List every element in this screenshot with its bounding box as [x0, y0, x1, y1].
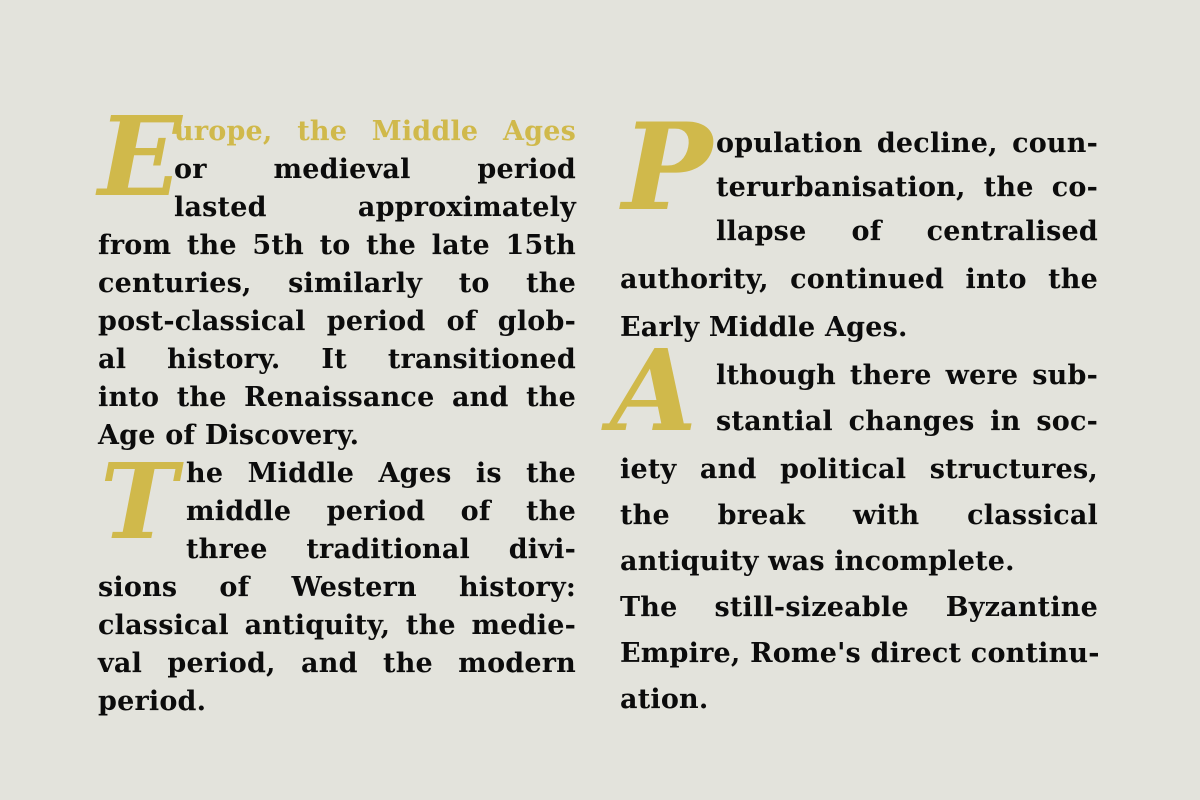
- text-line: authority, continued into the: [620, 264, 1098, 295]
- text-line: llapse of centralised: [716, 216, 1098, 247]
- text-line: Age of Discovery.: [98, 420, 360, 451]
- right-text-column: [610, 97, 1100, 730]
- text-line: post-classical period of glob-: [98, 306, 576, 337]
- text-line: sions of Western history:: [98, 572, 576, 603]
- text-line: val period, and the modern: [98, 648, 576, 679]
- text-line: the break with classical: [620, 500, 1098, 531]
- text-line: The still-sizeable Byzantine: [620, 592, 1098, 623]
- text-line: terurbanisation, the co-: [716, 172, 1098, 203]
- text-line: period.: [98, 686, 207, 717]
- text-line: from the 5th to the late 15th: [98, 230, 576, 261]
- text-line: centuries, similarly to the: [98, 268, 576, 299]
- text-line: three traditional divi-: [186, 534, 576, 565]
- text-line: antiquity was incomplete.: [620, 546, 1015, 577]
- text-line: ation.: [620, 684, 709, 715]
- text-line: classical antiquity, the medie-: [98, 610, 576, 641]
- text-line: or medieval period: [174, 154, 576, 185]
- drop-cap-t: T: [100, 440, 178, 563]
- text-line: middle period of the: [186, 496, 576, 527]
- left-text-column: [98, 92, 576, 730]
- drop-cap-e: E: [98, 92, 182, 221]
- text-line: opulation decline, coun-: [716, 128, 1098, 159]
- text-line: urope, the Middle Ages: [174, 116, 576, 147]
- text-line: Empire, Rome's direct continu-: [620, 638, 1100, 669]
- text-line: into the Renaissance and the: [98, 382, 576, 413]
- text-line: stantial changes in soc-: [716, 406, 1098, 437]
- text-line: al history. It transitioned: [98, 344, 576, 375]
- drop-cap-p: P: [622, 97, 713, 238]
- text-line: he Middle Ages is the: [186, 458, 576, 489]
- text-line: Early Middle Ages.: [620, 312, 908, 343]
- text-line: iety and political structures,: [620, 454, 1098, 485]
- text-line: lasted approximately: [174, 192, 576, 223]
- drop-cap-a: A: [610, 326, 697, 457]
- text-line: lthough there were sub-: [716, 360, 1098, 391]
